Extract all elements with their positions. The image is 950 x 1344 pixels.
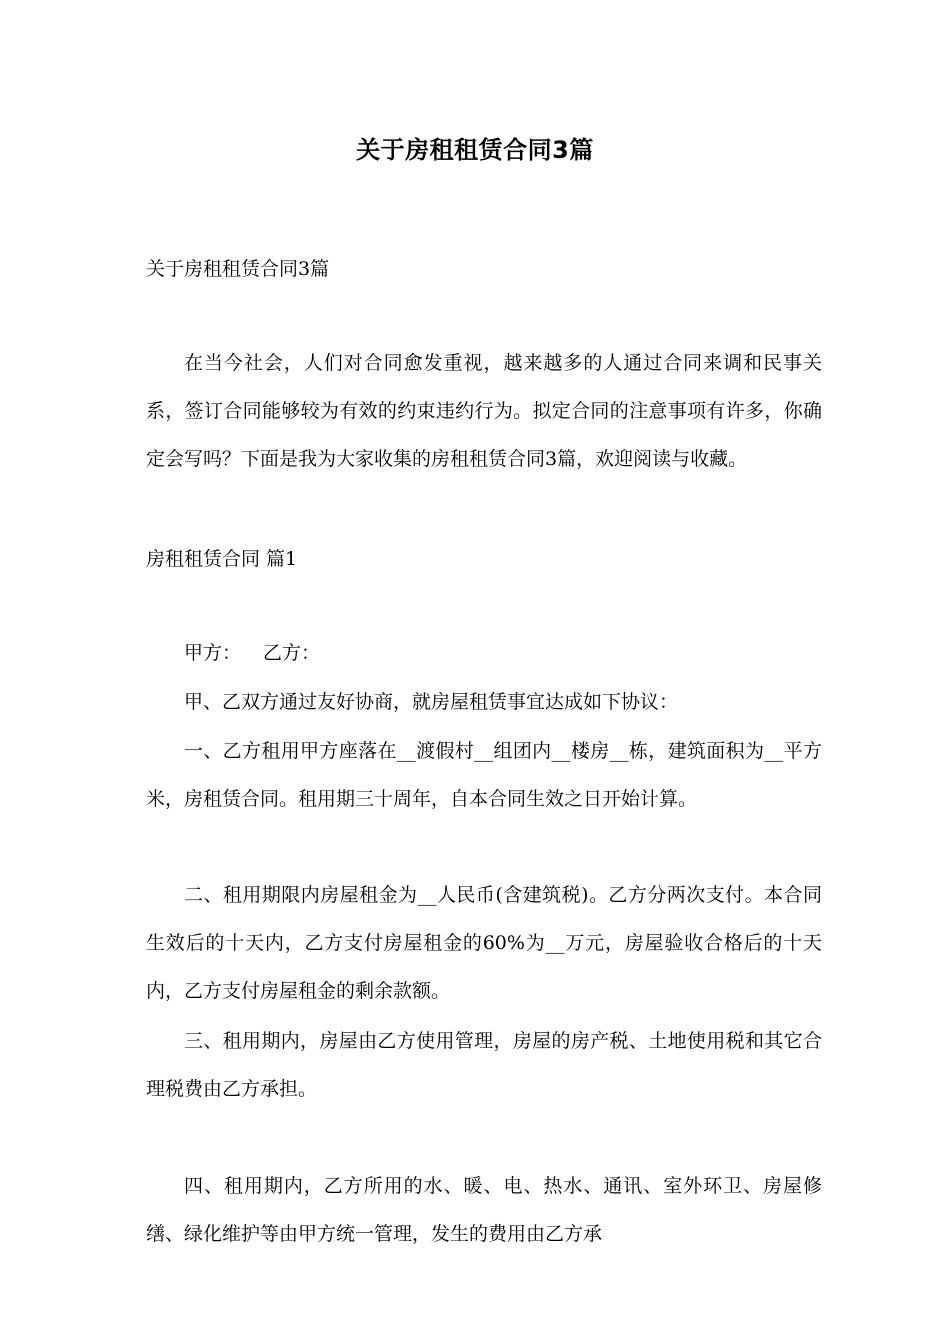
clause-paragraph-3: 三、租用期内，房屋由乙方使用管理，房屋的房产税、土地使用税和其它合理税费由乙方承担。 [146, 1030, 822, 1100]
party-b-label: 乙方： [263, 642, 321, 664]
agreement-intro-paragraph: 甲、乙双方通过友好协商，就房屋租赁事宜达成如下协议： [184, 691, 679, 713]
clause-paragraph-4: 四、租用期内，乙方所用的水、暖、电、热水、通讯、室外环卫、房屋修缮、绿化维护等由甲方统一管理，发生的费用由乙方承 [146, 1175, 822, 1245]
intro-paragraph: 在当今社会，人们对合同愈发重视，越来越多的人通过合同来调和民事关系，签订合同能够较为有效的约束违约行为。拟定合同的注意事项有许多，你确定会写吗？下面是我为大家收集的房租租赁合同3篇，欢迎阅读与收藏。 [146, 352, 822, 470]
section-title: 房租租赁合同 篇1 [146, 548, 298, 570]
clause-paragraph-2: 二、租用期限内房屋租金为__人民币(含建筑税)。乙方分两次支付。本合同生效后的十天内，乙方支付房屋租金的60%为__万元，房屋验收合格后的十天内，乙方支付房屋租金的剩余款额。 [146, 884, 822, 1002]
parties-line [146, 629, 822, 677]
document-title: 关于房租租赁合同3篇 [356, 136, 594, 164]
party-a-label: 甲方： [184, 642, 242, 664]
document-subtitle: 关于房租租赁合同3篇 [146, 258, 330, 280]
clause-paragraph-1: 一、乙方租用甲方座落在__渡假村__组团内__楼房__栋，建筑面积为__平方米，房租赁合同。租用期三十周年，自本合同生效之日开始计算。 [146, 740, 822, 810]
